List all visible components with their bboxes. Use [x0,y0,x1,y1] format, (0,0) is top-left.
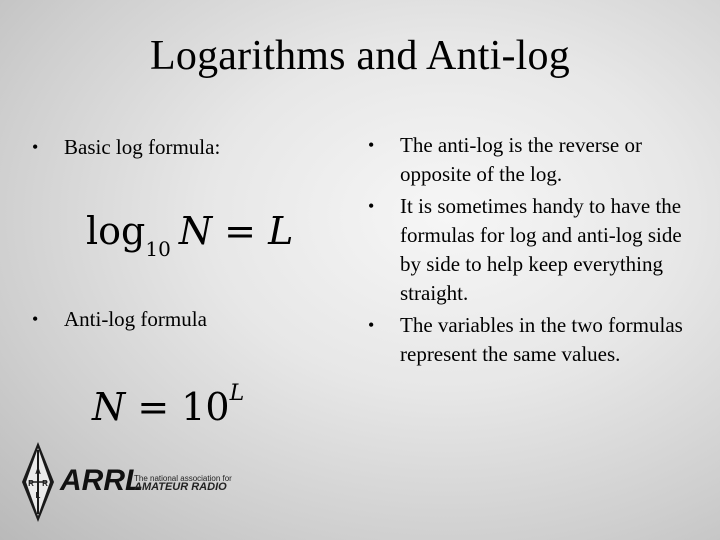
arrl-emblem [20,440,56,524]
bullet-text: It is sometimes handy to have the formulas for log and anti-log side by side to help keep everything straight. [400,193,682,306]
bullet-dot: • [368,314,375,335]
bullet-antilog [26,305,364,334]
emblem-letter-l: L [35,491,41,500]
bullet-dot: • [368,195,375,216]
equals-sign: = [212,209,269,253]
log-function: log [86,209,146,253]
base-ten: 10 [181,385,230,429]
bullet-text: The anti-log is the reverse or opposite of the log. [400,133,642,187]
equals-sign: = [125,385,182,429]
emblem-letter-r2: R [42,479,48,488]
emblem-letter-r1: R [28,479,34,488]
antilog-formula [92,381,245,429]
variable-n: N [178,209,213,253]
bullet-dot: • [368,135,375,155]
bullet-text: Basic log formula: [64,135,221,159]
bullet-text: Anti-log formula [64,307,207,331]
diamond-antenna-icon [20,440,56,524]
tagline-line2: AMATEUR RADIO [134,481,227,493]
variable-l: L [268,209,294,253]
bullet-variables [362,311,692,370]
log-base: 10 [145,237,171,261]
arrl-tagline [134,474,232,492]
emblem-letter-a: A [35,467,41,476]
tagline-line1: The national association for [134,474,232,483]
bullet-basic-log [26,133,326,162]
arrl-wordmark: ARRL [60,464,144,497]
bullet-side-by-side [362,192,692,309]
bullet-dot: • [32,309,39,329]
right-column [362,131,692,371]
log-formula [86,209,294,261]
bullet-text: The variables in the two formulas represent the same values. [400,312,683,367]
bullet-antilog-reverse [362,131,692,190]
bullet-dot: • [32,137,39,157]
exponent-l: L [229,381,245,406]
variable-n: N [92,385,126,429]
slide-title: Logarithms and Anti-log [150,33,570,79]
